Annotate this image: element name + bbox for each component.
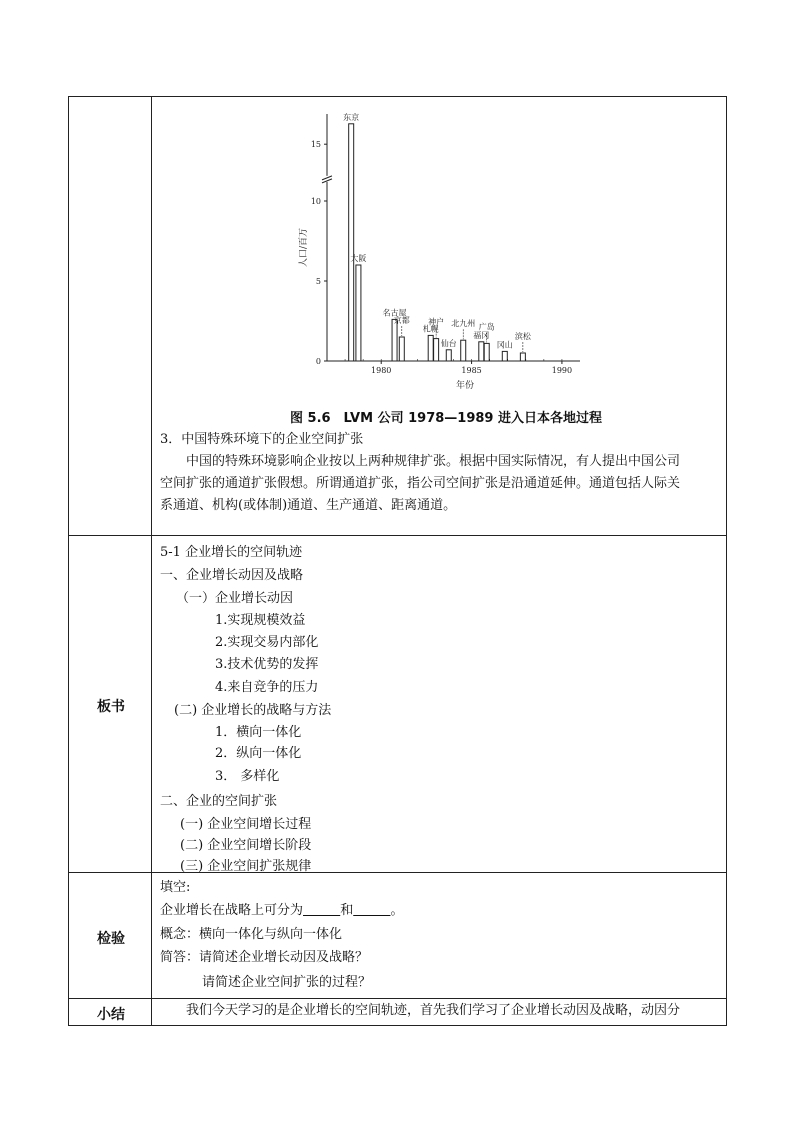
fill-and: 和 bbox=[340, 903, 354, 918]
row-divider-3 bbox=[68, 998, 727, 999]
bar bbox=[392, 319, 397, 361]
summary-text: 我们今天学习的是企业增长的空间轨迹，首先我们学习了企业增长动因及战略，动因分 bbox=[186, 1003, 681, 1018]
x-axis-label: 年份 bbox=[455, 381, 475, 391]
bar-label: 广岛 bbox=[478, 322, 495, 332]
table-border-right bbox=[726, 96, 727, 1026]
outline-item: 1．横向一体化 bbox=[215, 725, 302, 740]
bar bbox=[520, 353, 525, 361]
concept-question: 概念：横向一体化与纵向一体化 bbox=[160, 927, 343, 942]
bar bbox=[484, 343, 489, 361]
y-tick-label: 15 bbox=[310, 140, 321, 150]
bar-label: 京都 bbox=[393, 316, 410, 325]
figure-caption: 图 5.6 LVM 公司 1978—1989 进入日本各地过程 bbox=[290, 411, 602, 426]
column-divider bbox=[151, 96, 152, 1026]
paragraph-line: 空间扩张的通道扩张假想。所谓通道扩张，指公司空间扩张是沿通道延伸。通道包括人际关 bbox=[160, 476, 681, 491]
bar bbox=[461, 340, 466, 361]
outline-subheading: (二) 企业增长的战略与方法 bbox=[174, 703, 332, 718]
outline-item: 2.实现交易内部化 bbox=[215, 635, 319, 650]
y-axis-label: 人口/百万 bbox=[299, 227, 309, 268]
paragraph-line: 系通道、机构(或体制)通道、生产通道、距离通道。 bbox=[160, 498, 457, 513]
outline-item: (三) 企业空间扩张规律 bbox=[180, 859, 312, 874]
answer-blank-2[interactable] bbox=[353, 903, 390, 918]
city-entry-chart bbox=[280, 100, 600, 400]
board-title: 5-1 企业增长的空间轨迹 bbox=[160, 545, 303, 560]
answer-blank-1[interactable] bbox=[303, 903, 340, 918]
bar-label: 东京 bbox=[343, 112, 360, 122]
x-tick-label: 1990 bbox=[551, 366, 573, 375]
bar-label: 福冈 bbox=[473, 330, 490, 340]
bar-label: 冈山 bbox=[496, 340, 513, 350]
outline-heading: 二、企业的空间扩张 bbox=[160, 794, 278, 809]
y-tick-label: 10 bbox=[310, 197, 321, 206]
fill-prefix: 企业增长在战略上可分为 bbox=[160, 903, 304, 918]
bar-label: 大阪 bbox=[350, 254, 367, 263]
outline-subheading: （一）企业增长动因 bbox=[176, 591, 294, 606]
fill-end: 。 bbox=[390, 903, 404, 918]
bar bbox=[446, 350, 451, 361]
table-border-top bbox=[68, 96, 727, 97]
bar bbox=[399, 337, 404, 361]
y-tick-label: 5 bbox=[315, 277, 321, 286]
outline-item: 4.来自竞争的压力 bbox=[215, 680, 319, 695]
bar bbox=[502, 351, 507, 361]
section-heading: 3．中国特殊环境下的企业空间扩张 bbox=[160, 432, 364, 447]
y-tick-label: 0 bbox=[315, 357, 321, 366]
fill-question bbox=[160, 903, 403, 919]
short-answer-question: 请简述企业空间扩张的过程？ bbox=[202, 975, 372, 990]
outline-item: 3.技术优势的发挥 bbox=[215, 657, 319, 672]
bar bbox=[349, 124, 354, 361]
table-border-bottom bbox=[68, 1025, 727, 1026]
bar-label: 神户 bbox=[428, 317, 445, 327]
row-divider-1 bbox=[68, 535, 727, 536]
x-tick-label: 1980 bbox=[371, 366, 392, 375]
bar-label: 北九州 bbox=[451, 319, 476, 329]
row-divider-2 bbox=[68, 872, 727, 873]
bar bbox=[434, 339, 439, 361]
table-border-left bbox=[68, 96, 69, 1026]
outline-heading: 一、企业增长动因及战略 bbox=[160, 568, 304, 583]
outline-item: 3． 多样化 bbox=[215, 769, 280, 784]
bar bbox=[479, 342, 484, 361]
outline-item: (一) 企业空间增长过程 bbox=[180, 817, 312, 832]
paragraph-line: 中国的特殊环境影响企业按以上两种规律扩张。根据中国实际情况，有人提出中国公司 bbox=[186, 454, 681, 469]
fill-label: 填空: bbox=[160, 880, 191, 895]
bar-label: 名古屋 bbox=[382, 308, 407, 318]
bar-label: 滨松 bbox=[514, 332, 531, 341]
bar bbox=[356, 265, 361, 361]
outline-item: (二) 企业空间增长阶段 bbox=[180, 838, 312, 853]
x-tick-label: 1985 bbox=[461, 366, 482, 375]
short-answer-question: 简答：请简述企业增长动因及战略？ bbox=[160, 950, 369, 965]
outline-item: 1.实现规模效益 bbox=[215, 613, 306, 628]
bar bbox=[428, 335, 433, 361]
board-label: 板书 bbox=[97, 699, 125, 715]
bar-label: 札幌 bbox=[422, 324, 439, 334]
check-label: 检验 bbox=[97, 931, 125, 947]
summary-label: 小结 bbox=[97, 1007, 125, 1023]
outline-item: 2．纵向一体化 bbox=[215, 746, 302, 761]
bar-label: 仙台 bbox=[440, 338, 457, 348]
